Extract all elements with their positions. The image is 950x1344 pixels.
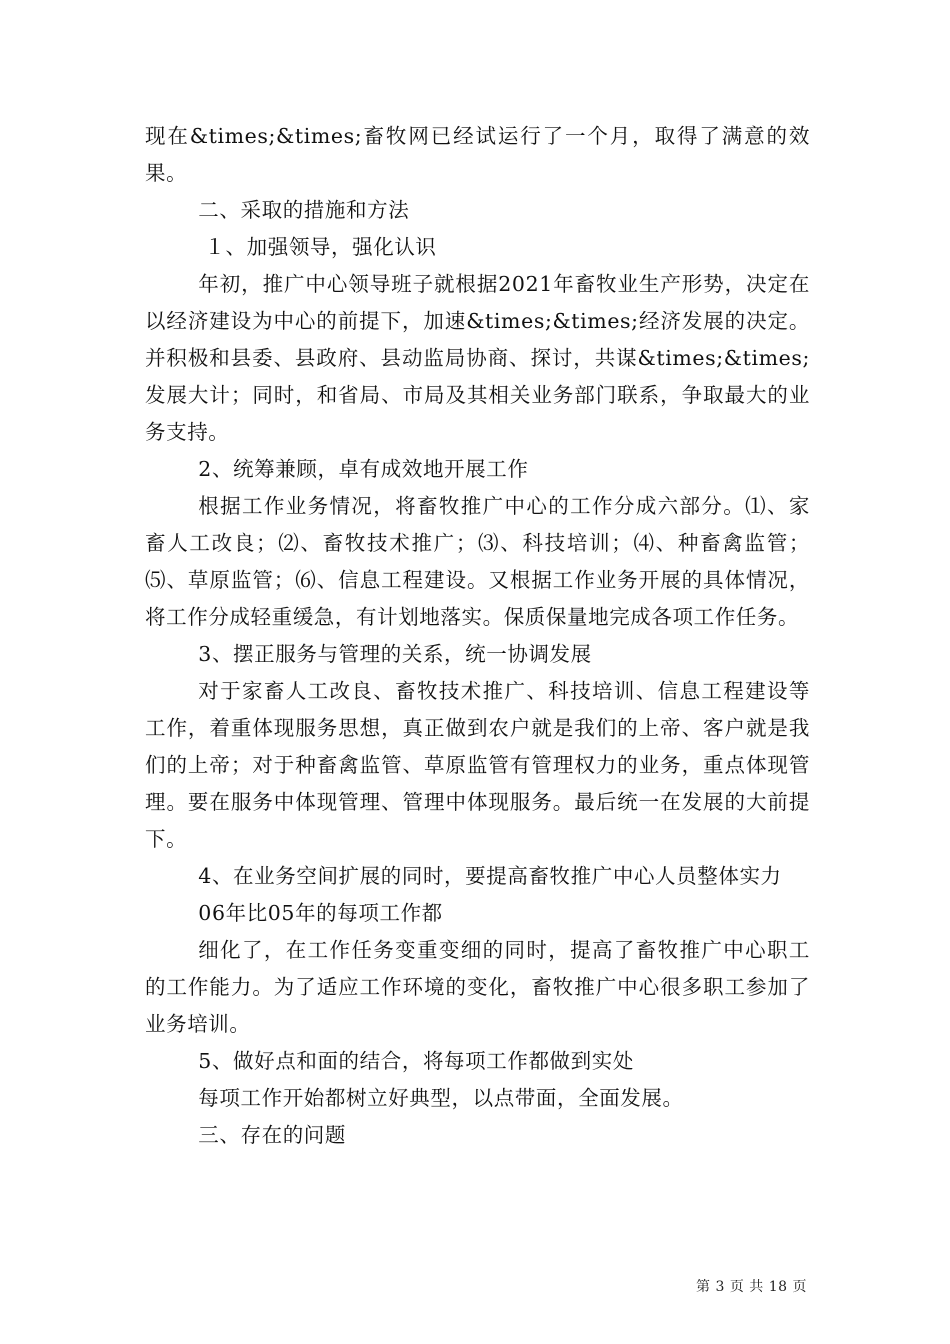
subheading-coordination: 2、统筹兼顾，卓有成效地开展工作 (198, 457, 529, 481)
subheading-staff-capability: 4、在业务空间扩展的同时，要提高畜牧推广中心人员整体实力 (198, 864, 782, 888)
section-heading-measures: 二、采取的措施和方法 (198, 198, 410, 222)
paragraph-training: 细化了，在工作任务变重变细的同时，提高了畜牧推广中心职工的工作能力。为了适应工作环境的变化，畜牧推广中心很多职工参加了业务培训。 (145, 938, 810, 1036)
subheading-service-management: 3、摆正服务与管理的关系，统一协调发展 (198, 642, 592, 666)
subheading-leadership: １、加强领导，强化认识 (204, 235, 437, 259)
section-heading-problems: 三、存在的问题 (198, 1123, 346, 1147)
paragraph-continuation: 现在&times;&times;畜牧网已经试运行了一个月，取得了满意的效果。 (145, 124, 810, 185)
paragraph-leadership: 年初，推广中心领导班子就根据2021年畜牧业生产形势，决定在以经济建设为中心的前提下，加速&times;&times;经济发展的决定。并积极和县委、县政府、县动监局协商、探讨，共谋&times;&times;发展大计；同时，和省局、市局及其相关业务部门联系，争取最大的业务支持。 (145, 272, 810, 444)
paragraph-work-division: 根据工作业务情况，将畜牧推广中心的工作分成六部分。⑴、家畜人工改良；⑵、畜牧技术推广；⑶、科技培训；⑷、种畜禽监管；⑸、草原监管；⑹、信息工程建设。又根据工作业务开展的具体情况，将工作分成轻重缓急，有计划地落实。保质保量地完成各项工作任务。 (145, 494, 810, 629)
paragraph-service-management: 对于家畜人工改良、畜牧技术推广、科技培训、信息工程建设等工作，着重体现服务思想，真正做到农户就是我们的上帝、客户就是我们的上帝；对于种畜禽监管、草原监管有管理权力的业务，重点体现管理。要在服务中体现管理、管理中体现服务。最后统一在发展的大前提下。 (145, 679, 810, 851)
paragraph-year-comparison: 06年比05年的每项工作都 (198, 901, 443, 925)
subheading-point-and-area: 5、做好点和面的结合，将每项工作都做到实处 (198, 1049, 634, 1073)
document-body (145, 118, 810, 1154)
page-number: 第 3 页 共 18 页 (696, 1279, 807, 1295)
paragraph-typical-examples: 每项工作开始都树立好典型，以点带面，全面发展。 (198, 1086, 684, 1110)
